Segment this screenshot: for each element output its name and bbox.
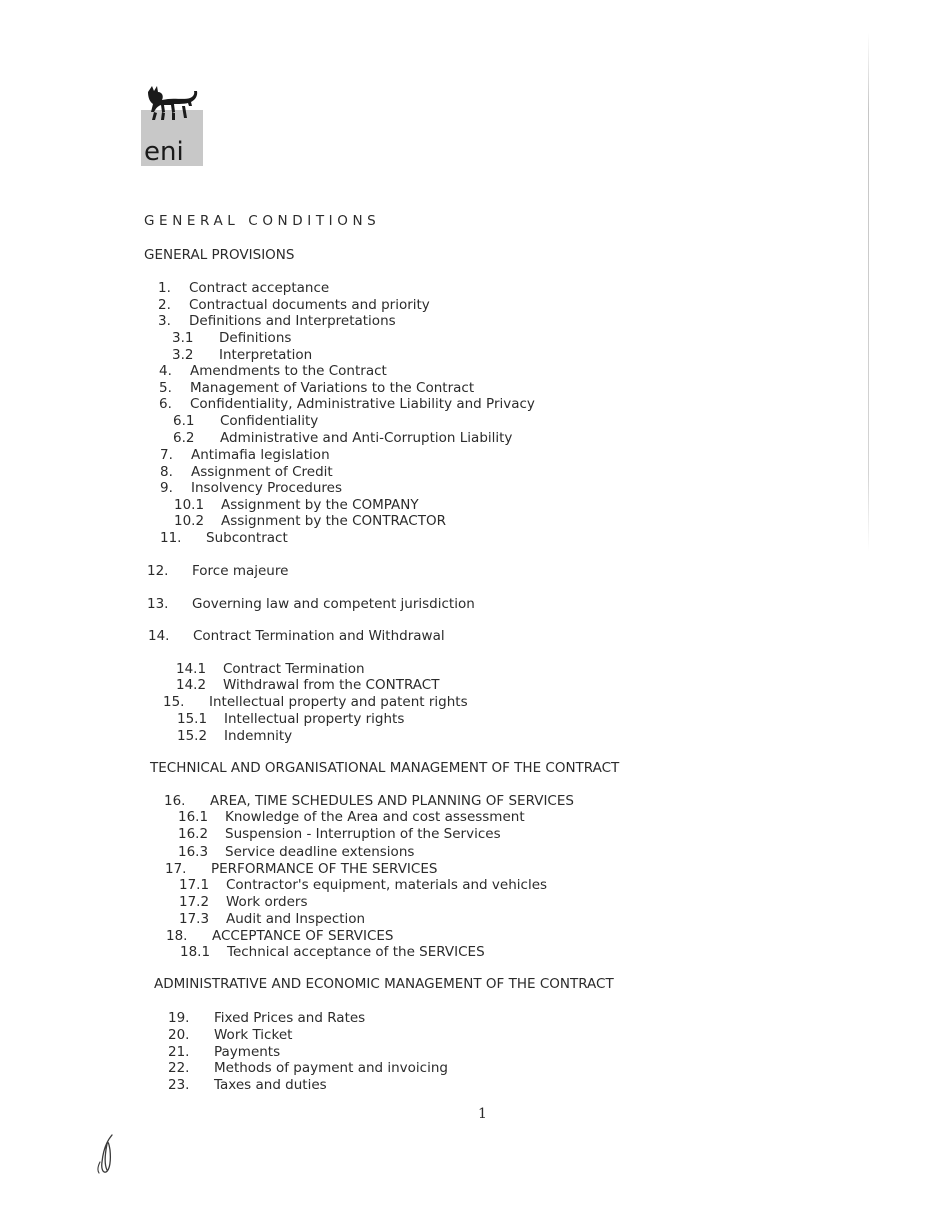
toc-item-label: Assignment by the COMPANY xyxy=(221,497,419,513)
toc-item-number: 13. xyxy=(147,596,169,612)
toc-item-label: Assignment of Credit xyxy=(191,464,333,480)
document-title: GENERAL CONDITIONS xyxy=(144,213,381,229)
toc-item-number: 5. xyxy=(159,380,172,396)
toc-item-label: Payments xyxy=(214,1044,281,1060)
toc-item-label: Management of Variations to the Contract xyxy=(190,380,475,396)
toc-item-number: 16.2 xyxy=(178,826,209,842)
toc-item-label: Technical acceptance of the SERVICES xyxy=(227,944,485,960)
toc-item-label: Indemnity xyxy=(224,728,293,744)
toc-item-number: 14.2 xyxy=(176,677,207,693)
toc-item-label: Intellectual property and patent rights xyxy=(209,694,468,710)
toc-item-label: Work orders xyxy=(226,894,308,910)
toc-item-number: 11. xyxy=(160,530,182,546)
toc-item-label: Insolvency Procedures xyxy=(191,480,342,496)
toc-item-label: ACCEPTANCE OF SERVICES xyxy=(212,928,394,944)
toc-item-label: Contractual documents and priority xyxy=(189,297,430,313)
toc-item-number: 12. xyxy=(147,563,169,579)
toc-item-label: Interpretation xyxy=(219,347,313,363)
toc-item-number: 17.1 xyxy=(179,877,210,893)
toc-item-label: Antimafia legislation xyxy=(191,447,330,463)
toc-item-number: 20. xyxy=(168,1027,190,1043)
page-number: 1 xyxy=(478,1106,487,1122)
toc-item-number: 3.1 xyxy=(172,330,194,346)
toc-item-number: 6. xyxy=(159,396,172,412)
toc-item-label: Confidentiality xyxy=(220,413,319,429)
section-title-general-provisions: GENERAL PROVISIONS xyxy=(144,247,295,263)
toc-item-number: 22. xyxy=(168,1060,190,1076)
toc-item-label: Withdrawal from the CONTRACT xyxy=(223,677,440,693)
toc-item-label: Definitions and Interpretations xyxy=(189,313,396,329)
toc-item-number: 6.2 xyxy=(173,430,195,446)
toc-item-label: Definitions xyxy=(219,330,292,346)
toc-item-number: 9. xyxy=(160,480,173,496)
toc-item-label: Administrative and Anti-Corruption Liability xyxy=(220,430,513,446)
toc-item-number: 17.2 xyxy=(179,894,210,910)
toc-item-number: 16.1 xyxy=(178,809,209,825)
eni-logo-text: eni xyxy=(144,137,184,167)
toc-item-number: 17. xyxy=(165,861,187,877)
toc-item-label: Amendments to the Contract xyxy=(190,363,387,379)
toc-item-label: Intellectual property rights xyxy=(224,711,405,727)
toc-item-number: 10.2 xyxy=(174,513,205,529)
toc-item-number: 15.2 xyxy=(177,728,208,744)
toc-item-label: PERFORMANCE OF THE SERVICES xyxy=(211,861,438,877)
toc-item-label: Audit and Inspection xyxy=(226,911,366,927)
toc-item-label: Work Ticket xyxy=(214,1027,293,1043)
toc-item-number: 7. xyxy=(160,447,173,463)
toc-item-label: AREA, TIME SCHEDULES AND PLANNING OF SERVICES xyxy=(210,793,574,809)
toc-item-label: Contractor's equipment, materials and vehicles xyxy=(226,877,548,893)
toc-item-number: 14.1 xyxy=(176,661,207,677)
toc-item-label: Knowledge of the Area and cost assessment xyxy=(225,809,525,825)
toc-item-number: 2. xyxy=(158,297,171,313)
toc-item-label: Governing law and competent jurisdiction xyxy=(192,596,475,612)
section-title-administrative-management: ADMINISTRATIVE AND ECONOMIC MANAGEMENT OF THE CONTRACT xyxy=(154,976,614,992)
toc-item-number: 18.1 xyxy=(180,944,211,960)
toc-item-label: Fixed Prices and Rates xyxy=(214,1010,366,1026)
toc-item-label: Confidentiality, Administrative Liability and Privacy xyxy=(190,396,535,412)
eni-logo xyxy=(138,84,206,168)
toc-item-number: 14. xyxy=(148,628,170,644)
toc-item-label: Taxes and duties xyxy=(214,1077,327,1093)
toc-item-number: 16.3 xyxy=(178,844,209,860)
toc-item-label: Force majeure xyxy=(192,563,289,579)
toc-item-number: 3. xyxy=(158,313,171,329)
section-title-technical-management: TECHNICAL AND ORGANISATIONAL MANAGEMENT OF THE CONTRACT xyxy=(150,760,620,776)
toc-item-label: Assignment by the CONTRACTOR xyxy=(221,513,446,529)
toc-item-label: Contract Termination xyxy=(223,661,365,677)
toc-item-number: 18. xyxy=(166,928,188,944)
toc-item-label: Contract acceptance xyxy=(189,280,330,296)
toc-item-number: 15.1 xyxy=(177,711,208,727)
scan-edge-line xyxy=(868,32,869,552)
toc-item-label: Suspension - Interruption of the Services xyxy=(225,826,501,842)
toc-item-number: 21. xyxy=(168,1044,190,1060)
toc-item-number: 19. xyxy=(168,1010,190,1026)
toc-item-number: 6.1 xyxy=(173,413,195,429)
toc-item-number: 17.3 xyxy=(179,911,210,927)
toc-item-number: 4. xyxy=(159,363,172,379)
toc-item-number: 3.2 xyxy=(172,347,194,363)
toc-item-number: 10.1 xyxy=(174,497,205,513)
toc-item-number: 1. xyxy=(158,280,171,296)
toc-item-label: Subcontract xyxy=(206,530,288,546)
handwritten-initial xyxy=(96,1132,122,1176)
toc-item-number: 16. xyxy=(164,793,186,809)
toc-item-number: 8. xyxy=(160,464,173,480)
toc-item-label: Service deadline extensions xyxy=(225,844,415,860)
toc-item-number: 15. xyxy=(163,694,185,710)
toc-item-number: 23. xyxy=(168,1077,190,1093)
toc-item-label: Contract Termination and Withdrawal xyxy=(193,628,445,644)
toc-item-label: Methods of payment and invoicing xyxy=(214,1060,448,1076)
